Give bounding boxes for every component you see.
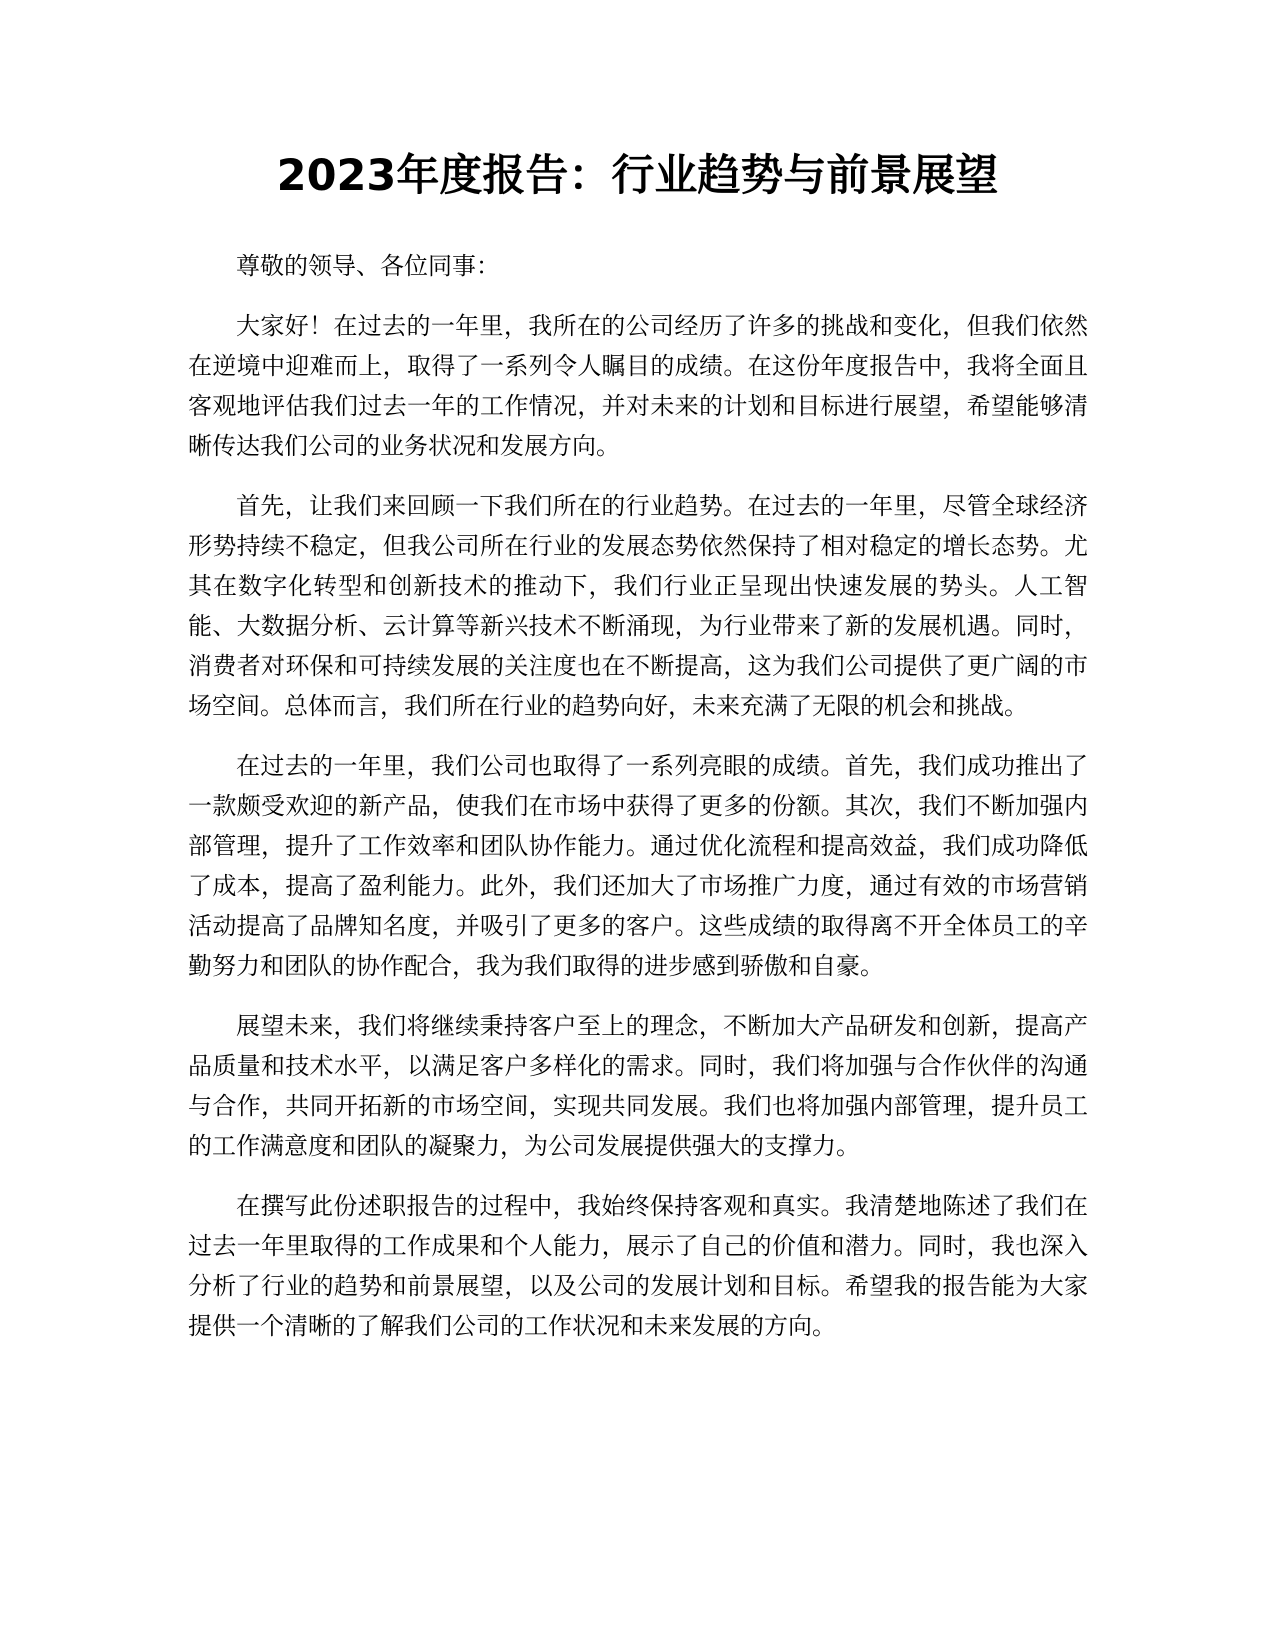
paragraph-intro: 大家好！在过去的一年里，我所在的公司经历了许多的挑战和变化，但我们依然在逆境中迎难而上，取得了一系列令人瞩目的成绩。在这份年度报告中，我将全面且客观地评估我们过去一年的工作情况，并对未来的计划和目标进行展望，希望能够清晰传达我们公司的业务状况和发展方向。 (188, 312, 1088, 460)
salutation: 尊敬的领导、各位同事： (236, 252, 500, 280)
paragraph-outlook: 展望未来，我们将继续秉持客户至上的理念，不断加大产品研发和创新，提高产品质量和技术水平，以满足客户多样化的需求。同时，我们将加强与合作伙伴的沟通与合作，共同开拓新的市场空间，实现共同发展。我们也将加强内部管理，提升员工的工作满意度和团队的凝聚力，为公司发展提供强大的支撑力。 (188, 1012, 1088, 1160)
paragraph-conclusion: 在撰写此份述职报告的过程中，我始终保持客观和真实。我清楚地陈述了我们在过去一年里取得的工作成果和个人能力，展示了自己的价值和潜力。同时，我也深入分析了行业的趋势和前景展望，以及公司的发展计划和目标。希望我的报告能为大家提供一个清晰的了解我们公司的工作状况和未来发展的方向。 (188, 1192, 1088, 1340)
paragraph-achievements: 在过去的一年里，我们公司也取得了一系列亮眼的成绩。首先，我们成功推出了一款颇受欢迎的新产品，使我们在市场中获得了更多的份额。其次，我们不断加强内部管理，提升了工作效率和团队协作能力。通过优化流程和提高效益，我们成功降低了成本，提高了盈利能力。此外，我们还加大了市场推广力度，通过有效的市场营销活动提高了品牌知名度，并吸引了更多的客户。这些成绩的取得离不开全体员工的辛勤努力和团队的协作配合，我为我们取得的进步感到骄傲和自豪。 (188, 752, 1088, 980)
document-body (188, 246, 1088, 1366)
paragraph-industry-trends: 首先，让我们来回顾一下我们所在的行业趋势。在过去的一年里，尽管全球经济形势持续不稳定，但我公司所在行业的发展态势依然保持了相对稳定的增长态势。尤其在数字化转型和创新技术的推动下，我们行业正呈现出快速发展的势头。人工智能、大数据分析、云计算等新兴技术不断涌现，为行业带来了新的发展机遇。同时，消费者对环保和可持续发展的关注度也在不断提高，这为我们公司提供了更广阔的市场空间。总体而言，我们所在行业的趋势向好，未来充满了无限的机会和挑战。 (188, 492, 1088, 720)
document-title: 2023年度报告：行业趋势与前景展望 (276, 151, 999, 201)
